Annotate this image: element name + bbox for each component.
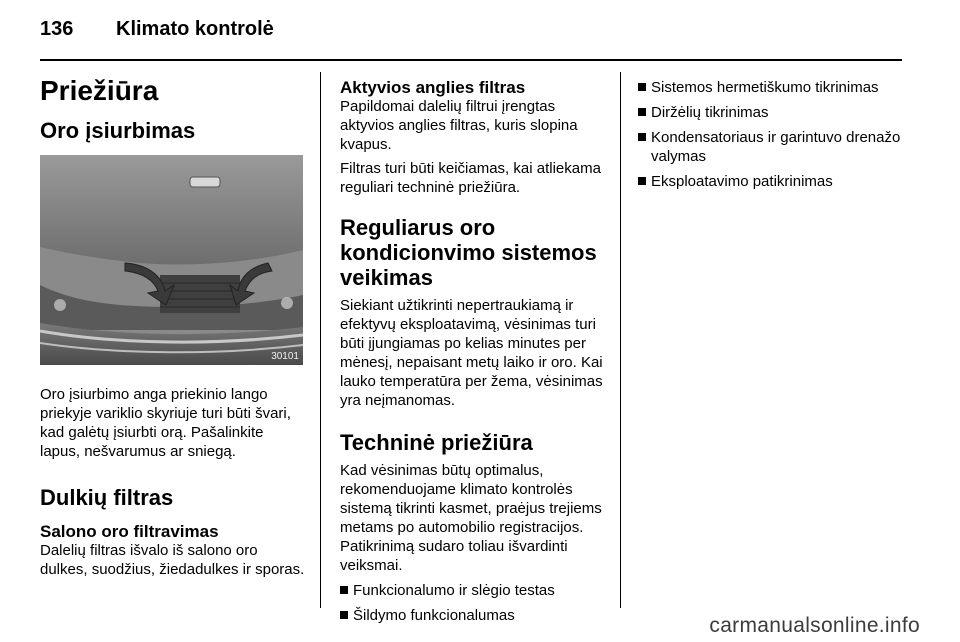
column-3 [638,70,902,197]
maintenance-text: Kad vėsinimas būtų optimalus, rekomenduojame klimato kontrolės sistemą tikrinti kasmet, praėjus trejiems metams po automobilio registracijos. Patikrinimą sudaro toliau išvardinti veiksmai. [340,462,602,574]
subsection-cabin-filter: Salono oro filtravimas [40,522,219,541]
main-title: Priežiūra [40,75,159,106]
air-intake-illustration [40,155,303,365]
list-item: Kondensatoriaus ir garintuvo drenažo valymas [638,128,902,166]
section-maintenance: Techninė priežiūra [340,430,533,455]
header-rule [40,59,902,61]
air-intake-text: Oro įsiurbimo anga priekinio lango priekyje variklio skyriuje turi būti švari, kad galėtų įsiurbti orą. Pašalinkite lapus, nešvarumus ar sniegą. [40,386,291,460]
column-divider-2 [620,72,621,608]
section-dust-filter: Dulkių filtras [40,485,174,510]
subsection-carbon-filter: Aktyvios anglies filtras [340,78,526,97]
column-2 [340,70,606,631]
list-item: Šildymo funkcionalumas [340,606,606,625]
section-ac-operation: Reguliarus oro kondicionvimo sistemos veikimas [340,215,597,290]
list-item: Eksploatavimo patikrinimas [638,172,902,191]
ac-operation-text: Siekiant užtikrinti nepertraukiamą ir efektyvų eksploatavimą, vėsinimas turi būti įjungiamas po kelias minutes per mėnesį, nepaisant metų laiko ir oro. Kai lauko temperatūra per žema, vėsinimas yra neįmanomas. [340,297,603,409]
filter-change-text: Filtras turi būti keičiamas, kai atliekama reguliari techninė priežiūra. [340,160,601,196]
list-item: Funkcionalumo ir slėgio testas [340,581,606,600]
image-code: 30101 [271,351,299,362]
chapter-title: Klimato kontrolė [116,18,274,40]
list-item: Sistemos hermetiškumo tikrinimas [638,78,902,97]
section-air-intake: Oro įsiurbimas [40,118,196,143]
watermark: carmanualsonline.info [709,614,920,637]
air-intake-photo [40,155,303,365]
column-1 [40,70,306,579]
maintenance-list-1 [340,581,606,625]
list-item: Diržėlių tikrinimas [638,103,902,122]
maintenance-list-2 [638,78,902,191]
page-header [40,18,274,46]
page-number: 136 [40,18,74,40]
column-divider-1 [320,72,321,608]
cabin-filter-text: Dalelių filtras išvalo iš salono oro dulkes, suodžius, žiedadulkes ir sporas. [40,542,305,578]
carbon-filter-text: Papildomai dalelių filtrui įrengtas aktyvios anglies filtras, kuris slopina kvapus. [340,98,578,153]
